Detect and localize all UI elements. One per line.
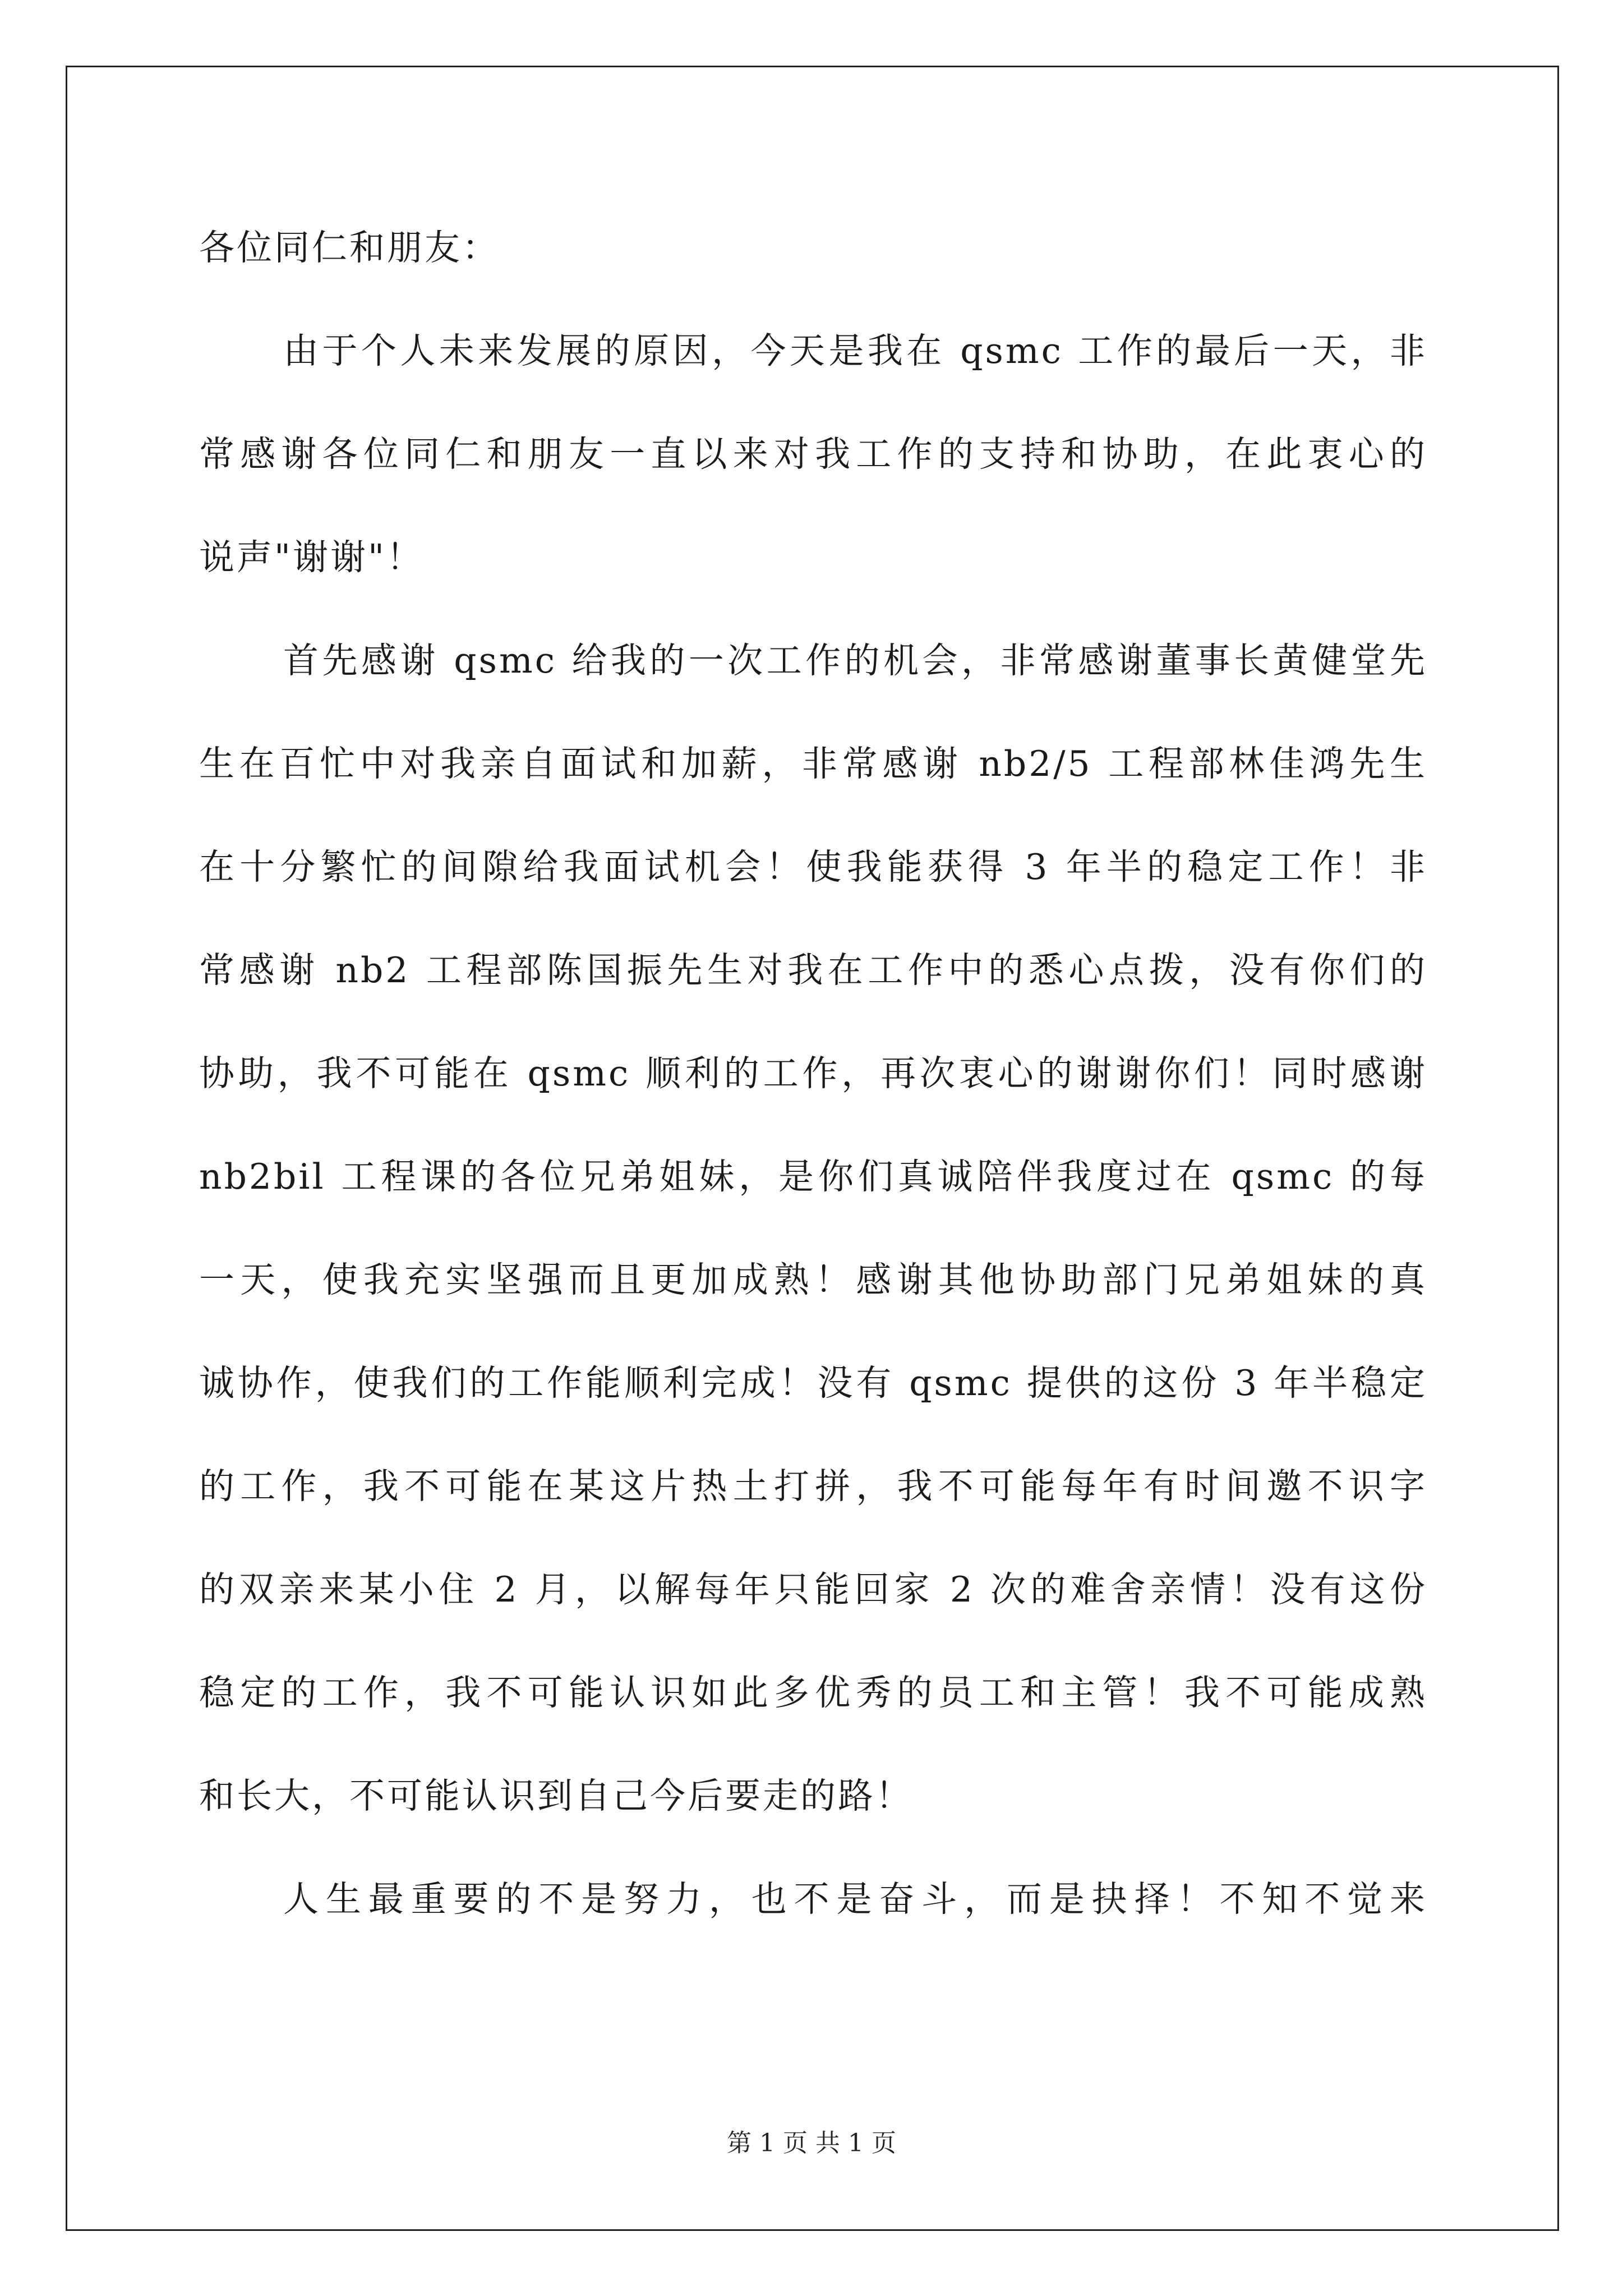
text-line: nb2bil 工程课的各位兄弟姐妹，是你们真诚陪伴我度过在 qsmc 的每 [199, 1156, 1427, 1197]
text-line: 诚协作，使我们的工作能顺利完成！没有 qsmc 提供的这份 3 年半稳定 [199, 1363, 1427, 1404]
text-line: 由于个人未来发展的原因，今天是我在 qsmc 工作的最后一天，非 [283, 330, 1427, 371]
text-line: 一天，使我充实坚强而且更加成熟！感谢其他协助部门兄弟姐妹的真 [199, 1259, 1427, 1300]
text-line: 和长大，不可能认识到自己今后要走的路！ [199, 1775, 913, 1816]
text-line: 人生最重要的不是努力，也不是奋斗，而是抉择！不知不觉来 [283, 1879, 1427, 1920]
document-body [199, 196, 1427, 1951]
salutation-line: 各位同仁和朋友： [199, 227, 500, 268]
page-number-footer: 第 1 页 共 1 页 [727, 2129, 896, 2157]
text-line: 协助，我不可能在 qsmc 顺利的工作，再次衷心的谢谢你们！同时感谢 [199, 1053, 1427, 1094]
text-line: 常感谢各位同仁和朋友一直以来对我工作的支持和协助，在此衷心的 [199, 434, 1427, 475]
text-line: 的工作，我不可能在某这片热土打拼，我不可能每年有时间邀不识字 [199, 1466, 1427, 1507]
text-line: 首先感谢 qsmc 给我的一次工作的机会，非常感谢董事长黄健堂先 [283, 640, 1427, 681]
text-line: 常感谢 nb2 工程部陈国振先生对我在工作中的悉心点拨，没有你们的 [199, 950, 1427, 991]
text-line: 稳定的工作，我不可能认识如此多优秀的员工和主管！我不可能成熟 [199, 1672, 1427, 1713]
text-line: 说声"谢谢"！ [199, 537, 424, 578]
text-line: 在十分繁忙的间隙给我面试机会！使我能获得 3 年半的稳定工作！非 [199, 846, 1427, 887]
text-line: 的双亲来某小住 2 月，以解每年只能回家 2 次的难舍亲情！没有这份 [199, 1569, 1427, 1610]
text-line: 生在百忙中对我亲自面试和加薪，非常感谢 nb2/5 工程部林佳鸿先生 [199, 743, 1427, 784]
